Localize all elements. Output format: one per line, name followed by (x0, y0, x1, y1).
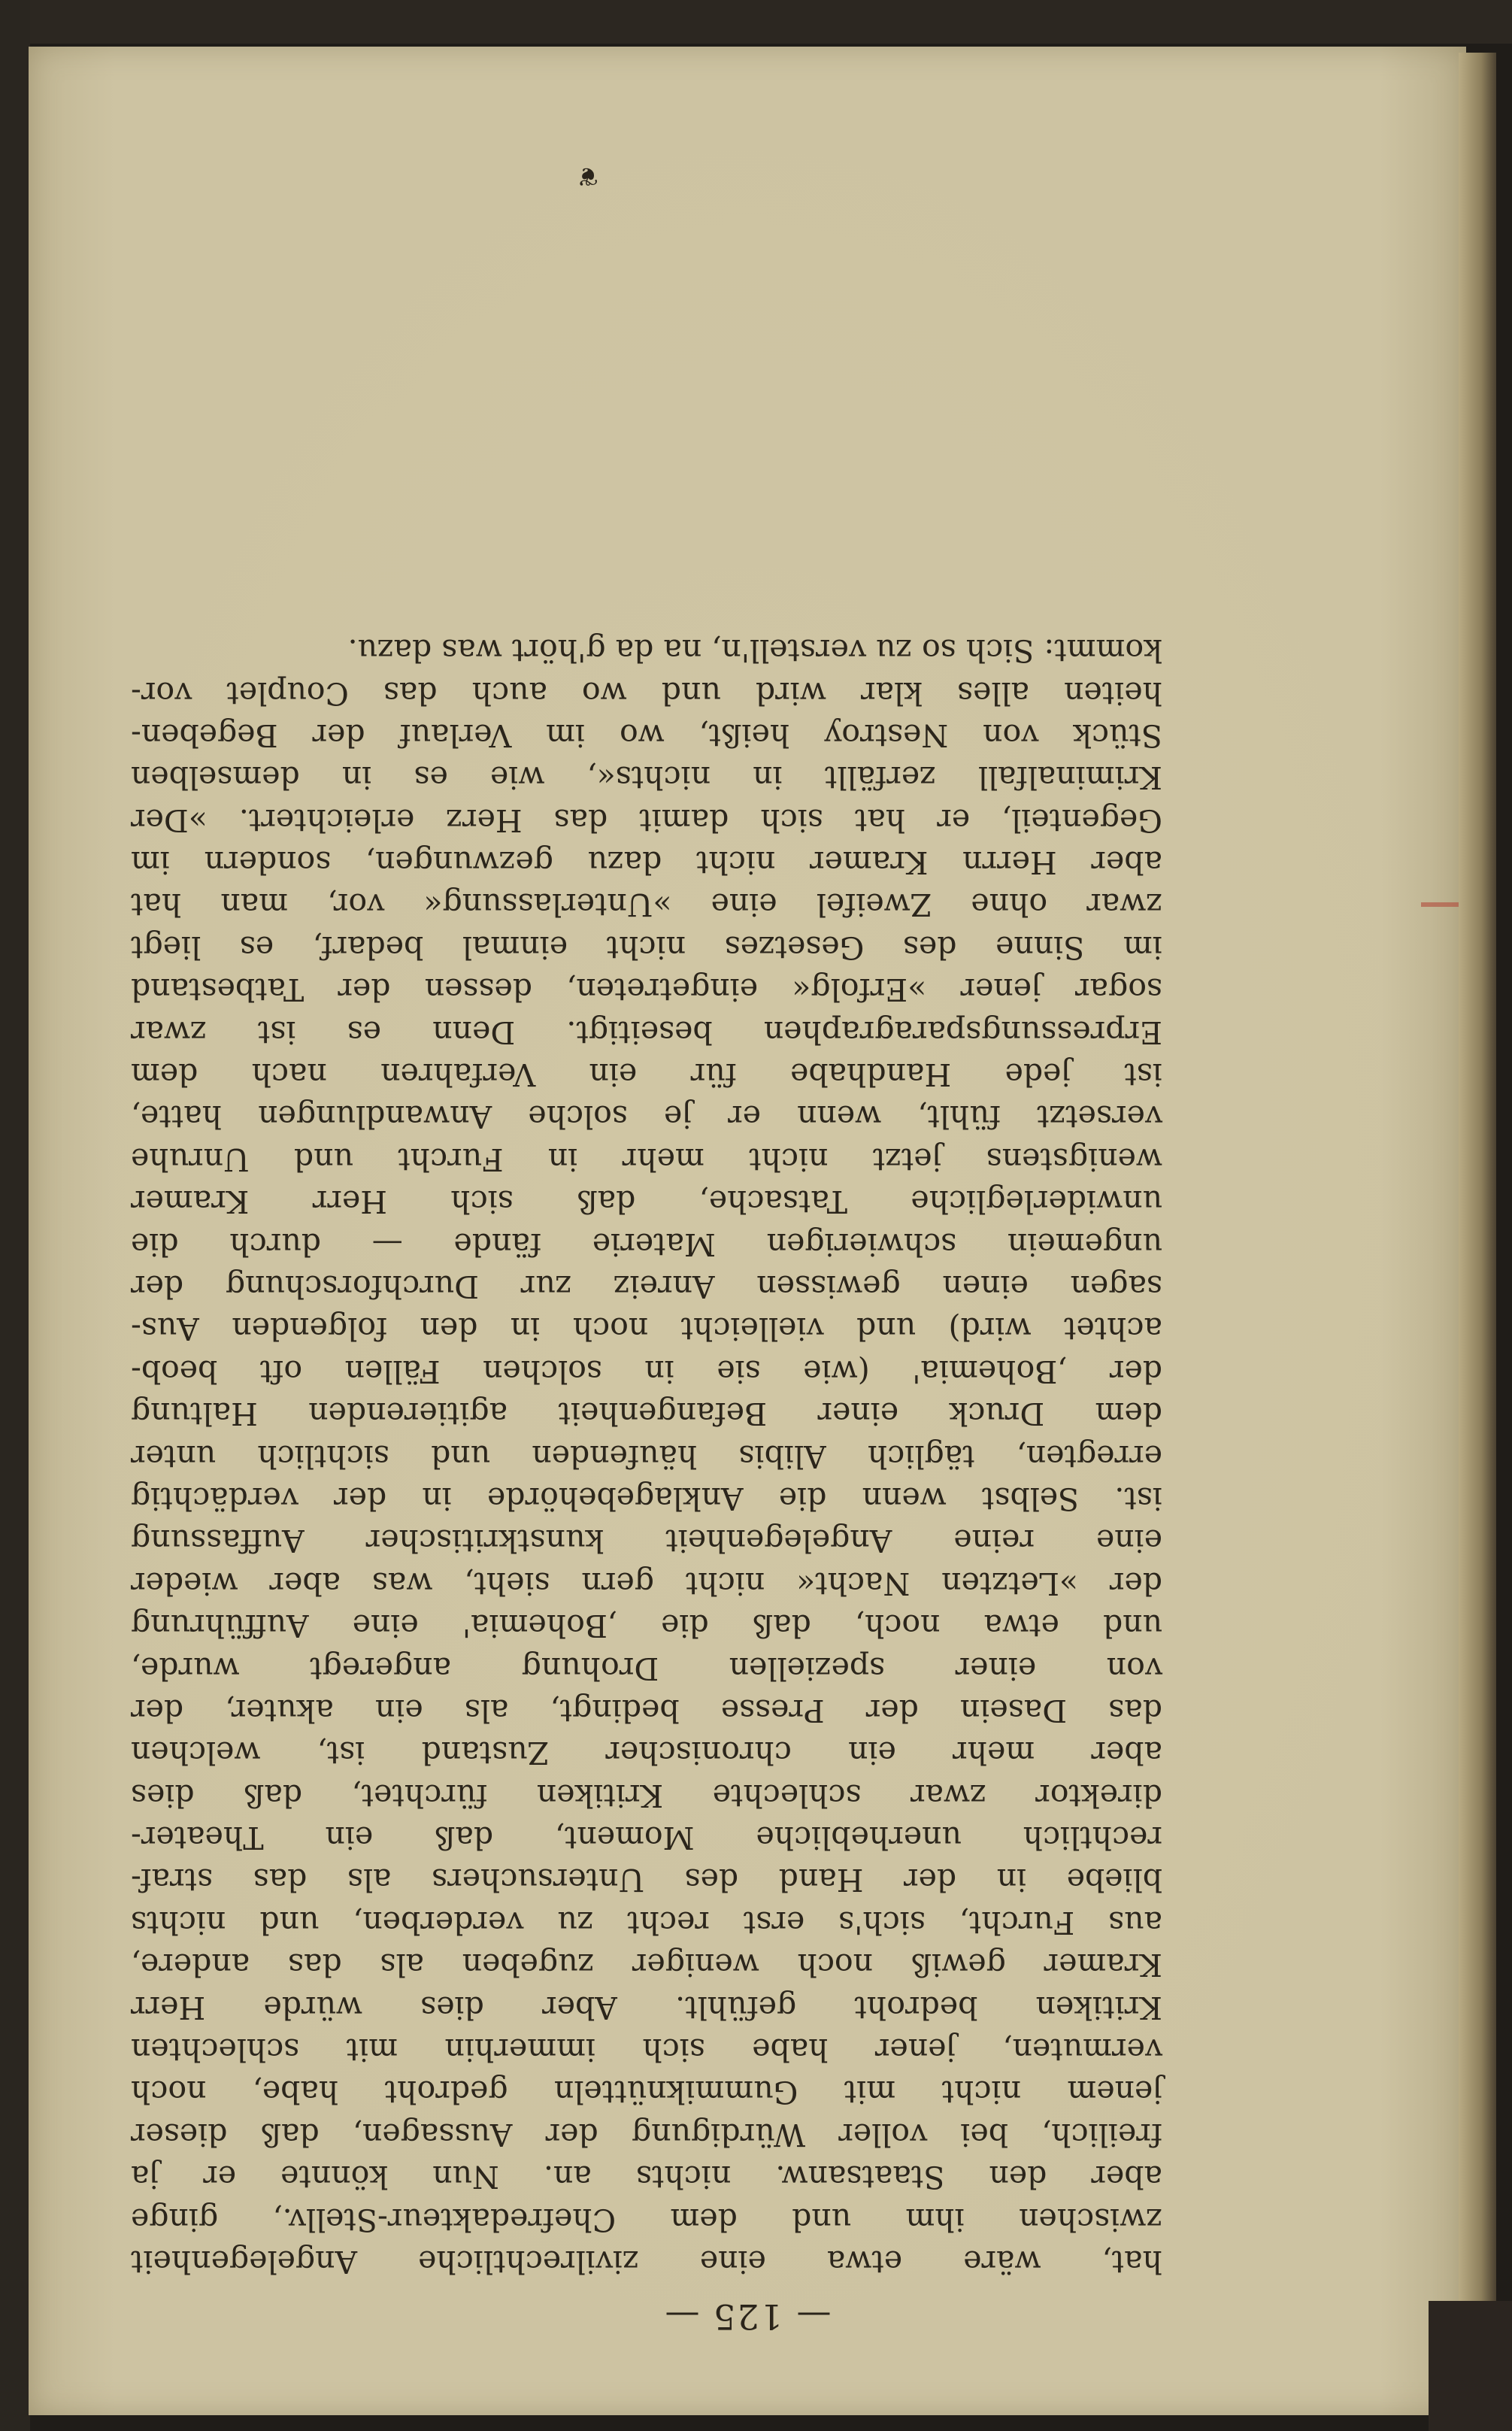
text-line: Kriminalfall zerfällt in nichts«, wie es in demselben (131, 759, 1162, 796)
text-line: sagen einen gewissen Anreiz zur Durchforschung der (131, 1269, 1162, 1305)
text-line: freilich, bei voller Würdigung der Aussagen, daß dieser (131, 2116, 1162, 2153)
text-line: zwar ohne Zweifel eine »Unterlassung« vor, man hat (131, 887, 1162, 923)
text-line: erregten, täglich Alibis häufenden und sichtlich unter (131, 1438, 1162, 1475)
text-line: zwischen ihm und dem Chefredakteur-Stellv., ginge (131, 2201, 1162, 2238)
text-line: und etwa noch, daß die ‚Bohemia' eine Aufführung (131, 1608, 1162, 1644)
text-line: kommt: Sich so zu verstell'n, na da g'hört was dazu. (347, 632, 1162, 669)
text-line: aber mehr ein chronischer Zustand ist, welchen (131, 1735, 1162, 1772)
text-line: bliebe in der Hand des Untersuchers als das straf- (131, 1862, 1162, 1899)
text-line: hat, wäre etwa eine zivilrechtliche Angelegenheit (131, 2244, 1162, 2280)
text-line: sogar jener »Erfolg« eingetreten, dessen der Tatbestand (131, 971, 1162, 1008)
text-line: unwiderlegliche Tatsache, daß sich Herr Kramer (131, 1184, 1162, 1220)
scan-background-top (0, 0, 1512, 44)
upside-down-page-content (29, 47, 1466, 2415)
text-line: eine reine Angelegenheit kunstkritischer Auffassung (131, 1523, 1162, 1560)
text-line: das Dasein der Presse bedingt, als ein akuter, der (131, 1692, 1162, 1729)
text-line: Gegenteil, er hat sich damit das Herz erleichtert. »Der (131, 802, 1162, 838)
text-line: ist jede Handhabe für ein Verfahren nach dem (131, 1056, 1162, 1093)
body-text (131, 629, 1162, 2283)
text-line: jenem nicht mit Gummiknütteln gedroht habe, noch (131, 2074, 1162, 2111)
text-line: vermuten, jener habe sich immerhin mit schlechten (131, 2032, 1162, 2069)
text-line: aber Herrn Kramer nicht dazu gezwungen, sondern im (131, 844, 1162, 881)
scan-background-left (0, 0, 30, 2431)
text-line: aber den Staatsanw. nichts an. Nun könnte er ja (131, 2159, 1162, 2196)
text-line: versetzt fühlt, wenn er je solche Anwandlungen hatte, (131, 1099, 1162, 1135)
page-number: — 125 — (663, 2296, 832, 2337)
text-line: im Sinne des Gesetzes nicht einmal bedarf, es liegt (131, 929, 1162, 965)
text-line: dem Druck einer Befangenheit agitierenden Haltung (131, 1396, 1162, 1432)
text-line: Kritiken bedroht gefühlt. Aber dies würde Herr (131, 1989, 1162, 2026)
text-line: heiten alles klar wird und wo auch das Couplet vor- (131, 674, 1162, 711)
text-line: der »Letzten Nacht« nicht gern sieht, was aber wieder (131, 1565, 1162, 1602)
text-line: achtet wird) und vielleicht noch in den folgenden Aus- (131, 1311, 1162, 1347)
text-line: Stück von Nestroy heißt, wo im Verlauf der Begeben- (131, 717, 1162, 753)
text-line: Erpressungsparagraphen beseitigt. Denn es ist zwar (131, 1014, 1162, 1050)
text-line: ungemein schwierigen Materie fände — durch die (131, 1226, 1162, 1262)
text-line: Kramer gewiß noch weniger zugeben als das andere, (131, 1947, 1162, 1984)
text-line: aus Furcht, sich's erst recht zu verderben, und nichts (131, 1904, 1162, 1941)
text-line: rechtlich unerhebliche Moment, daß ein Theater- (131, 1820, 1162, 1857)
text-line: der ‚Bohemia' (wie sie in solchen Fällen oft beob- (131, 1353, 1162, 1390)
text-line: wenigstens jetzt nicht mehr in Furcht und Unruhe (131, 1141, 1162, 1178)
text-line: ist. Selbst wenn die Anklagebehörde in der verdächtig (131, 1480, 1162, 1517)
ornament-mark: ❦ (577, 161, 598, 191)
text-line: direktor zwar schlechte Kritiken fürchtet, daß dies (131, 1777, 1162, 1814)
text-line: von einer speziellen Drohung angeregt wurde, (131, 1650, 1162, 1687)
